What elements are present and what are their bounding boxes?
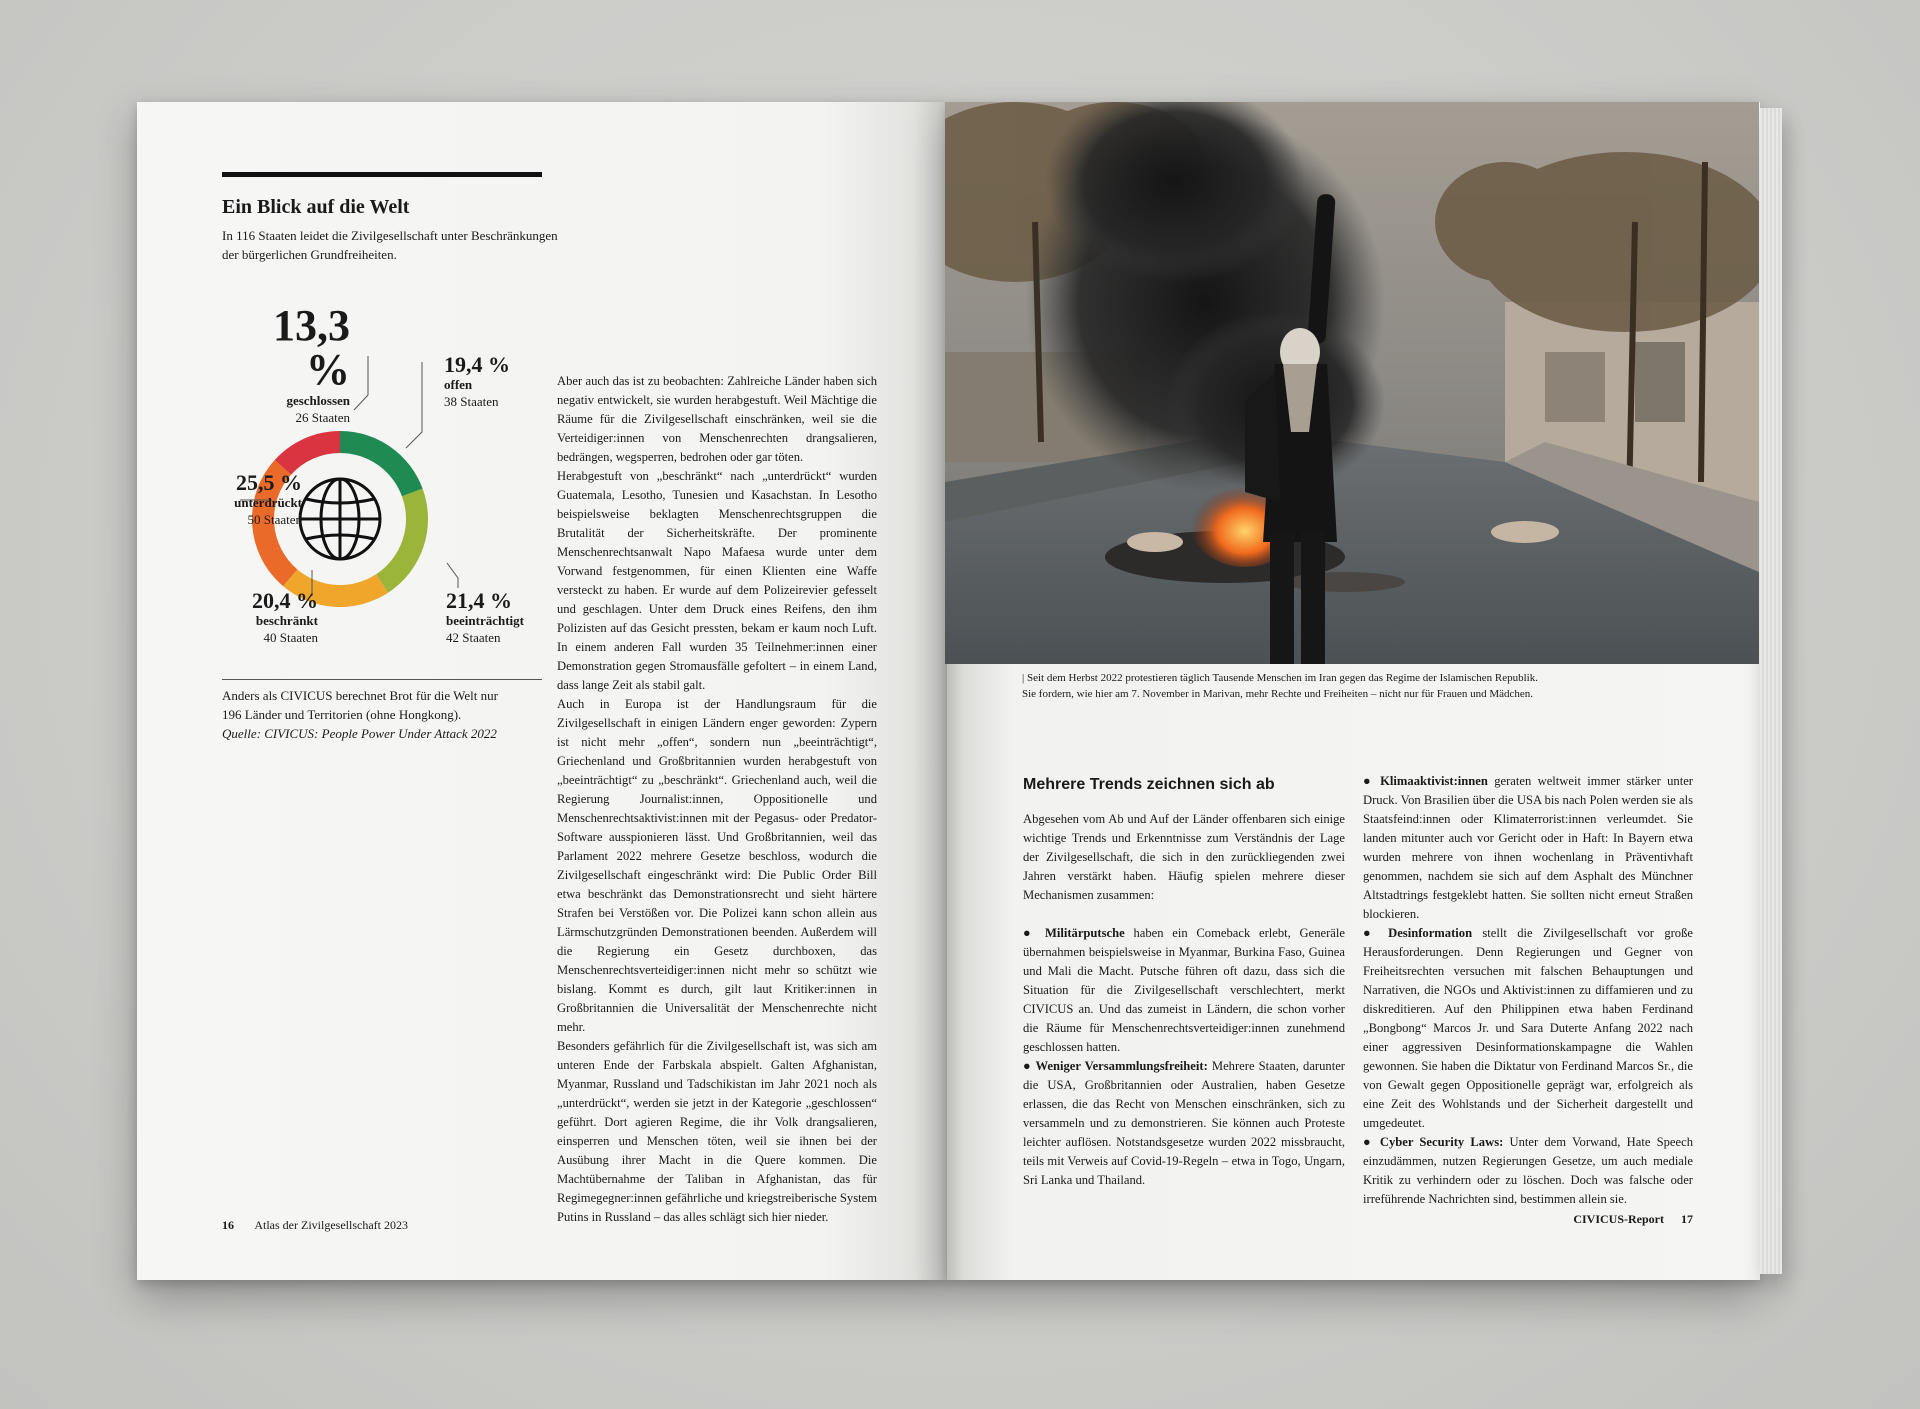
leader-beeintraechtigt [447,563,458,588]
globe-icon [300,479,380,559]
right-text-column-1 [1023,810,1345,1190]
stat-pct: 19,4 % [444,352,510,377]
paragraph: Herabgestuft von „beschränkt“ nach „unterdrückt“ wurden Guatemala, Lesotho, Tunesien und Kasachstan. In Lesotho beispielsweise beklagten Menschenrechtsgruppen die Brutalität der Sicherheitskräfte. Der prominente Menschenrechtsanwalt Napo Mafaesa wurde unter dem Vorwand festgenommen, für einen Klienten eine Waffe versteckt zu haben. Er wurde auf dem Polizeirevier gefesselt und geschlagen. Unter dem Druck eines Reifens, den ihm Polizisten auf das Gesicht pressten, bekam er kaum noch Luft. In einem anderen Fall wurden 35 Teilnehmer:innen einer Demonstration gegen Stromausfälle gefoltert – in einem Land, dass lange Zeit als stabil galt. [557,469,877,692]
trend-item [1363,772,1693,924]
page-edges [1760,108,1782,1274]
stat-pct: 21,4 % [446,588,512,613]
note-source-text: Quelle: CIVICUS: People Power Under Attack 2022 [222,726,497,741]
section-heading: Mehrere Trends zeichnen sich ab [1023,776,1275,793]
trend-item [1363,924,1693,1133]
note-rule [222,679,542,680]
trend-text: stellt die Zivilgesellschaft vor große Herausforderungen. Denn Regierungen und Gegner von Freiheitsrechten versuchen mit falschen Behauptungen und Narrativen, die NGOs und Aktivist:innen zu diffamieren und zu diskreditieren. Auf den Philippinen etwa haben Ferdinand „Bongbong“ Marcos Jr. und Sara Duterte Anfang 2022 nach einer aggressiven Desinformationskampagne die Wahlen gewonnen. Sie haben die Diktatur von Ferdinand Marcos Sr., die von Gewalt gegen Oppositionelle geprägt war, erfolgreich als eine Zeit des Wohlstands und der Sicherheit dargestellt und umgedeutet. [1363,926,1693,1130]
note-line: 196 Länder und Territorien (ohne Hongkong). [222,707,462,722]
stat-count: 42 Staaten [446,630,501,645]
trend-item [1023,924,1345,1057]
section-subtitle: In 116 Staaten leidet die Zivilgesellschaft unter Beschränkungen der bürgerlichen Grundfreiheiten. [222,228,558,262]
stat-label: geschlossen [286,393,350,408]
stat-label: beeinträchtigt [446,613,524,628]
stat-label: offen [444,377,473,392]
footer-title: CIVICUS-Report [1573,1212,1664,1226]
trend-head: ● Weniger Versammlungsfreiheit: [1023,1059,1208,1073]
leader-offen [406,362,422,448]
stat-count: 38 Staaten [444,394,499,409]
left-footer [222,1218,408,1233]
stat-label: beschränkt [255,613,318,628]
footer-title: Atlas der Zivilgesellschaft 2023 [254,1218,408,1232]
right-footer [1555,1212,1693,1227]
trend-item [1363,1133,1693,1209]
stat-beschraenkt [200,590,318,646]
stat-pct: 13,3 % [273,301,350,394]
trend-text: geraten weltweit immer stärker unter Druck. Von Brasilien über die USA bis nach Polen werden sie als Staatsfeind:innen oder Klimaterrorist:innen verleumdet. Sie landen mitunter auch vor Gericht oder in Haft: In Bayern etwa wurden mehrere von ihnen wochenlang in Präventivhaft genommen, nachdem sie sich auf dem Asphalt des Münchner Altstadtrings festgeklebt hatten. Sie sollten nicht erneut Straßen blockieren. [1363,774,1693,921]
stat-pct: 25,5 % [236,470,302,495]
stat-unterdrueckt [170,472,302,528]
photo-caption [1022,670,1702,702]
paragraph: Besonders gefährlich für die Zivilgesellschaft ist, was sich am unteren Ende der Farbskala abspielt. Galten Afghanistan, Myanmar, Russland und Tadschikistan im Jahr 2021 noch als „unterdrückt“, werden sie jetzt in der Kategorie „geschlossen“ geführt. Dort agieren Regime, die ihr Volk drangsalieren, einsperren und Menschen töten, weil sie ihnen bei der Ausübung ihrer Macht in die Quere kommen. Die Machtübernahme der Taliban in Afghanistan, das für Regimegegner:innen gefährliche und kriegstreiberische System Putins in Russland – das alles schlägt sich hier nieder. [557,1039,877,1224]
caption-line: | Seit dem Herbst 2022 protestieren täglich Tausende Menschen im Iran gegen das Regime der Islamischen Republik. [1022,672,1538,684]
caption-line: Sie fordern, wie hier am 7. November in Marivan, mehr Rechte und Freiheiten – nicht nur für Frauen und Mädchen. [1022,688,1534,700]
paragraph: Aber auch das ist zu beobachten: Zahlreiche Länder haben sich negativ entwickelt, sie wurden herabgestuft. Weil Mächtige die Räume für die Zivilgesellschaft einschränken, weil sie die Verteidiger:innen von Menschenrechten drangsalieren, bedrängen, wegsperren, bedrohen oder gar töten. [557,374,877,464]
intro-paragraph: Abgesehen vom Ab und Auf der Länder offenbaren sich einige wichtige Trends und Erkenntnisse zum Verständnis der Lage der Zivilgesellschaft, die sich in den zurückliegenden zwei Jahren verstärkt haben. Häufig spielen mehrere dieser Mechanismen zusammen: [1023,812,1345,902]
leader-geschlossen [354,356,368,410]
note-line: Anders als CIVICUS berechnet Brot für die Welt nur [222,688,498,703]
section-title: Ein Blick auf die Welt [222,196,410,218]
right-text-column-2 [1363,772,1693,1209]
stat-beeintraechtigt [446,590,566,646]
photo-illustration [945,102,1759,664]
stat-geschlossen [222,301,350,426]
page-number: 17 [1681,1212,1693,1226]
stat-offen [444,354,564,410]
title-rule [222,172,542,177]
note-source [222,724,552,743]
donut-segment-beeinträchtigt [376,489,428,593]
trend-head: ● Klimaaktivist:innen [1363,774,1488,788]
protest-photo [945,102,1759,664]
trend-text: haben ein Comeback erlebt, Generäle übernahmen beispielsweise in Myanmar, Burkina Faso, Guinea und Mali die Macht. Putsche führen oft dazu, dass sich die Situation für die Zivilgesellschaft verschlechtert, merkt CIVICUS an. Und das zumeist in Ländern, die schon vorher die Räume für Menschenrechtsverteidiger:innen zunehmend geschlossen hatten. [1023,926,1345,1054]
left-text-column [557,372,877,1227]
stat-pct: 20,4 % [252,588,318,613]
trend-head: ● Militärputsche [1023,926,1125,940]
donut-segment-geschlossen [275,431,340,475]
stat-count: 26 Staaten [295,410,350,425]
chart-note [222,686,552,743]
stat-label: unterdrückt [234,495,302,510]
trend-text: Mehrere Staaten, darunter die USA, Großbritannien oder Australien, haben Gesetze erlassen, die das Recht von Menschen einschränken, sich zu versammeln und zu demonstrieren. Sie können auch Proteste leichter auflösen. Notstandsgesetze wurden 2022 missbraucht, teils mit Verweis auf Covid-19-Regeln – etwa in Togo, Ungarn, Sri Lanka und Thailand. [1023,1059,1345,1187]
trend-text: Unter dem Vorwand, Hate Speech einzudämmen, nutzen Regierungen Gesetze, um auch mediale Kritik zu verhindern oder zu löschen. Doch was falsche oder irreführende Nachrichten sind, bestimmen allein sie. [1363,1135,1693,1206]
paragraph: Auch in Europa ist der Handlungsraum für die Zivilgesellschaft in einigen Ländern enger geworden: Zypern ist nicht mehr „offen“, sondern nun „beeinträchtigt“, Griechenland und Großbritannien wurden herabgestuft von „beeinträchtigt“ zu „beschränkt“. Griechenland auch, weil die Regierung Journalist:innen, Oppositionelle und Menschenrechtsaktivist:innen mit der Pegasus- oder Predator-Software ausspionieren lässt. Und Großbritannien, weil das Parlament 2022 mehrere Gesetze beschloss, wodurch die Zivilgesellschaft eingeschränkt wird: Die Public Order Bill etwa beschränkt das Demonstrationsrecht und sieht härtere Strafen bei Verstößen vor. Die Polizei kann schon allein aus Lärmschutzgründen Demonstrationen beenden. Außerdem will die Regierung ein Gesetz durchboxen, das Menschenrechtsverteidiger:innen nicht mehr so schützt wie bislang. Kommt es durch, gilt laut Kritiker:innen in Großbritannien die Universalität der Menschenrechte nicht mehr. [557,697,877,1034]
stat-count: 40 Staaten [263,630,318,645]
stat-count: 50 Staaten [247,512,302,527]
trend-item [1023,1057,1345,1190]
page-number: 16 [222,1218,234,1232]
trend-head: ● Desinformation [1363,926,1473,940]
trend-head: ● Cyber Security Laws: [1363,1135,1504,1149]
